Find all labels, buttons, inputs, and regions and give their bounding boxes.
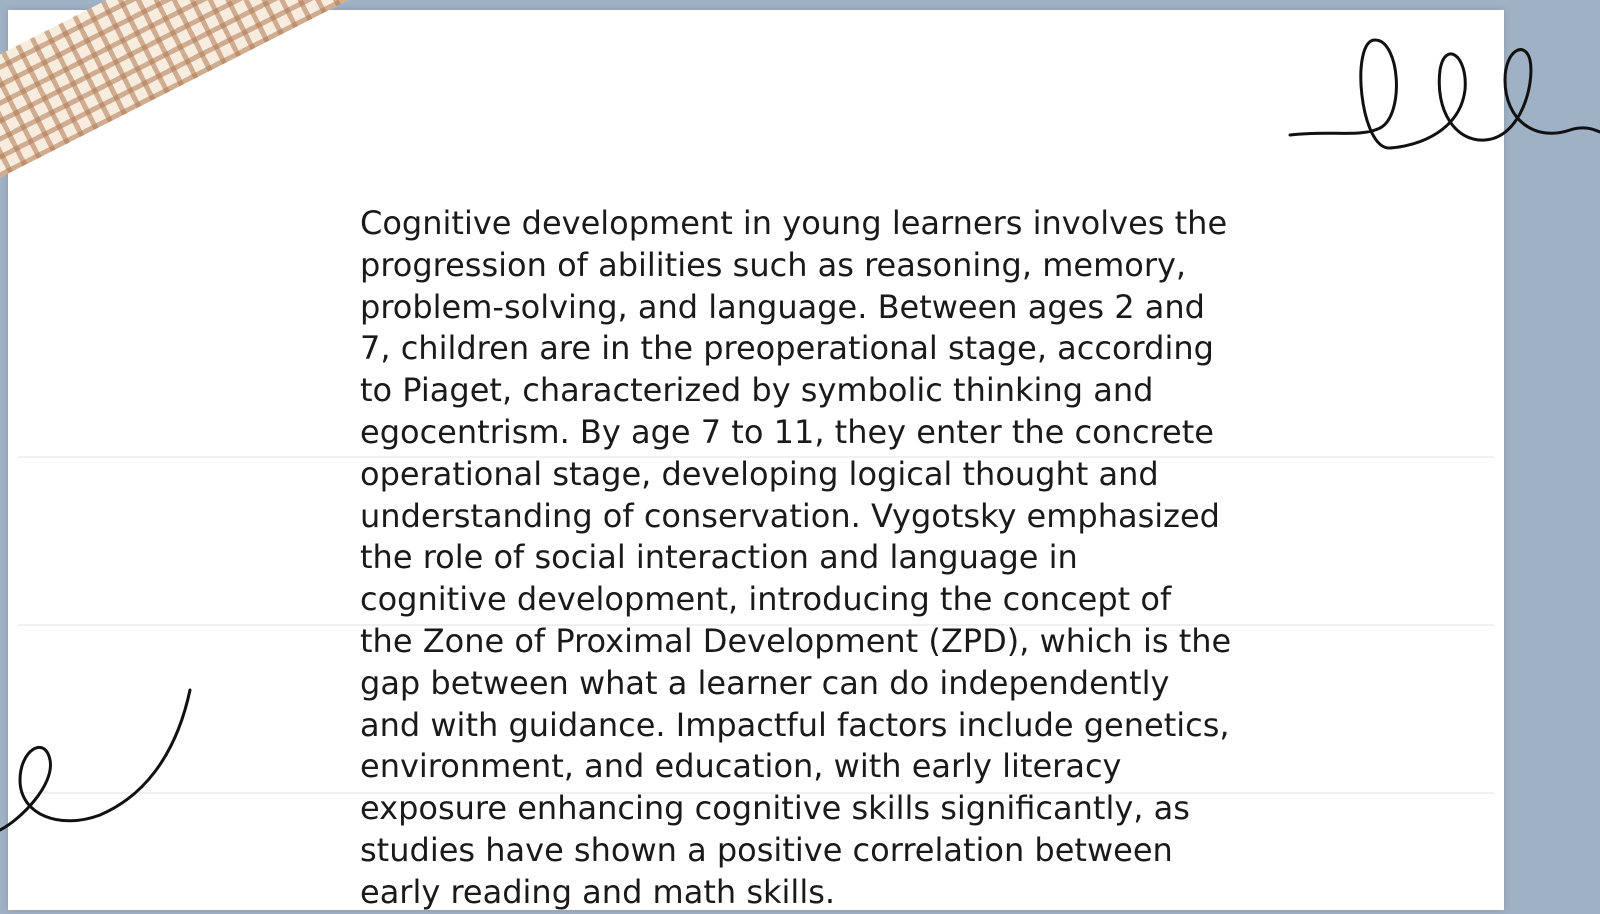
text-line: cognitive development, introducing the concept of: [360, 580, 1172, 619]
text-line: 7, children are in the preoperational stage, according: [360, 329, 1214, 368]
text-line: gap between what a learner can do independently: [360, 663, 1170, 702]
text-line: exposure enhancing cognitive skills significantly, as: [360, 789, 1190, 828]
text-line: problem-solving, and language. Between ages 2 and: [360, 287, 1205, 326]
text-line: the Zone of Proximal Development (ZPD), which is the: [360, 621, 1232, 660]
text-line: environment, and education, with early literacy: [360, 747, 1122, 786]
text-line: and with guidance. Impactful factors include genetics,: [360, 705, 1230, 744]
swirl-doodle-icon: [0, 690, 200, 850]
text-line: Cognitive development in young learners involves the: [360, 204, 1228, 242]
text-line: early reading and math skills.: [360, 872, 836, 911]
text-line: studies have shown a positive correlation between: [360, 830, 1173, 869]
text-line: egocentrism. By age 7 to 11, they enter the concrete: [360, 412, 1214, 451]
text-line: understanding of conservation. Vygotsky emphasized: [360, 496, 1220, 535]
text-line: the role of social interaction and language in: [360, 538, 1078, 577]
text-line: to Piaget, characterized by symbolic thinking and: [360, 371, 1154, 410]
loop-doodle-icon: [1290, 30, 1600, 160]
body-paragraph: [360, 203, 1250, 914]
text-line: progression of abilities such as reasoning, memory,: [360, 245, 1187, 284]
text-line: operational stage, developing logical thought and: [360, 454, 1159, 493]
